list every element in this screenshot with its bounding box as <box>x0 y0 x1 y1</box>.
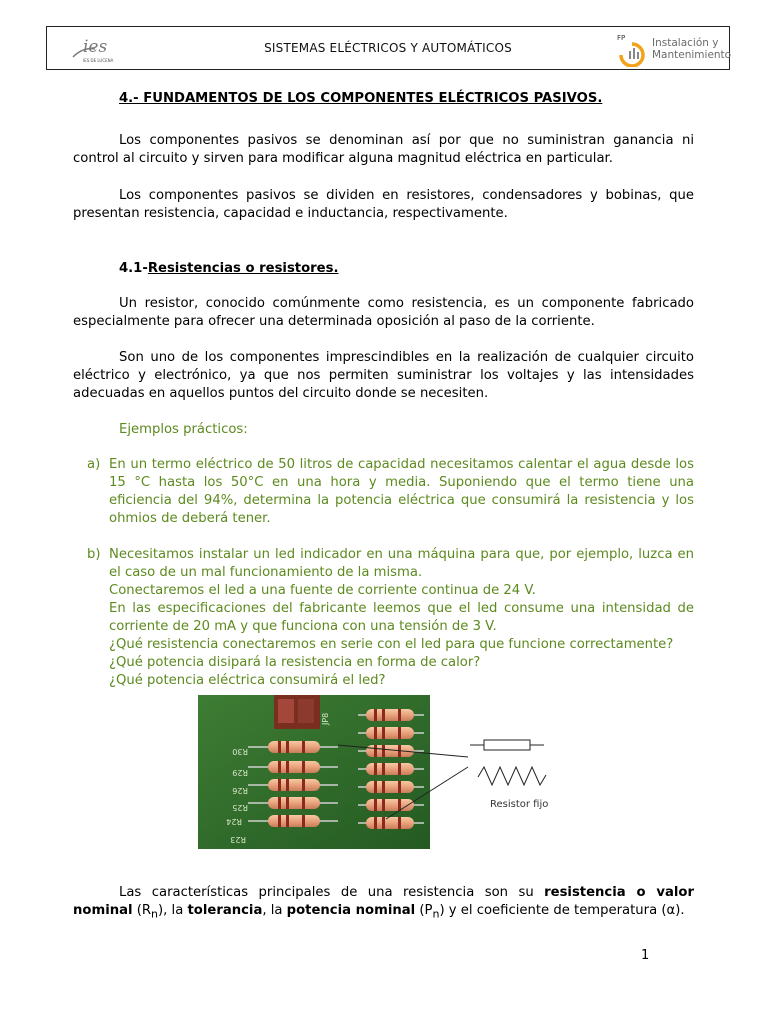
char-text-4: , la <box>262 903 287 918</box>
example-b-line-4: ¿Qué resistencia conectaremos en serie con el led para que funcione correctamente? <box>109 637 674 652</box>
resistor-paragraph-1: Un resistor, conocido comúnmente como resistencia, es un componente fabricado especialmente para ofrecer una determinada oposición al paso de la corriente. <box>73 296 694 329</box>
example-b-line-1: Necesitamos instalar un led indicador en una máquina para que, por ejemplo, luzca en el caso de un mal funcionamiento de la misma. <box>109 547 694 580</box>
ies-logo-subtext: IES DE LUCENA <box>83 58 114 63</box>
fixed-resistor-box-symbol <box>484 740 530 750</box>
fp-logo <box>615 31 732 67</box>
resistor-symbol-diagram <box>198 695 558 853</box>
header-title: SISTEMAS ELÉCTRICOS Y AUTOMÁTICOS <box>264 41 512 55</box>
figure-caption: Resistor fijo <box>490 799 549 810</box>
intro-paragraph-2: Los componentes pasivos se dividen en resistores, condensadores y bobinas, que presentan resistencia, capacidad e inductancia, respectivamente. <box>73 188 694 221</box>
example-b-line-5: ¿Qué potencia disipará la resistencia en forma de calor? <box>109 655 481 670</box>
board-label-jp8: JP8 <box>321 712 330 725</box>
fp-logo-line1: Instalación y <box>652 37 719 49</box>
char-bold-tolerance: tolerancia <box>187 903 263 918</box>
page-header <box>46 26 730 70</box>
example-b-marker: b) <box>87 547 101 562</box>
example-a-marker: a) <box>87 457 101 472</box>
examples-list <box>73 456 694 690</box>
resistor-figure <box>198 695 558 853</box>
char-sub-pn: n <box>432 907 440 921</box>
subsection-title <box>73 260 694 278</box>
char-text-5: (P <box>415 903 433 918</box>
ies-logo-text: ies <box>83 37 108 57</box>
page-number: 1 <box>641 948 650 963</box>
fp-ring-icon <box>615 39 649 67</box>
char-text-6: ) y el coeficiente de temperatura (α). <box>439 903 685 918</box>
board-label-r26: R26 <box>232 786 248 795</box>
example-b-line-6: ¿Qué potencia eléctrica consumirá el led? <box>109 673 386 688</box>
char-text-1: Las características principales de una resistencia son su <box>119 885 545 900</box>
board-label-r23: R23 <box>230 835 246 844</box>
char-bold-nominal-power: potencia nominal <box>286 903 416 918</box>
characteristics-paragraph <box>73 884 694 924</box>
examples-heading: Ejemplos prácticos: <box>119 422 248 437</box>
intro-paragraph-1: Los componentes pasivos se denominan así por que no suministran ganancia ni control al circuito y sirven para modificar alguna magnitud eléctrica en particular. <box>73 133 694 166</box>
board-label-r30: R30 <box>232 747 248 756</box>
fixed-resistor-zigzag-symbol <box>478 767 546 785</box>
board-label-r29: R29 <box>232 768 248 777</box>
section-title: 4.- FUNDAMENTOS DE LOS COMPONENTES ELÉCTRICOS PASIVOS. <box>119 91 603 106</box>
char-sub-rn: n <box>151 907 159 921</box>
subsection-heading: Resistencias o resistores. <box>147 261 339 276</box>
char-text-3: ), la <box>158 903 188 918</box>
fp-logo-line2: Mantenimiento <box>652 49 732 61</box>
example-b <box>73 546 694 690</box>
document-body <box>73 90 694 690</box>
resistor-paragraph-2: Son uno de los componentes imprescindibles en la realización de cualquier circuito eléctrico y electrónico, ya que nos permiten suministrar los voltajes y las intensidades adecuadas en aquellos puntos del circuito donde se necesiten. <box>73 350 694 401</box>
fp-tag: FP <box>617 34 626 42</box>
example-a <box>73 456 694 528</box>
example-b-line-3: En las especificaciones del fabricante leemos que el led consume una intensidad de corriente de 20 mA y que funciona con una tensión de 3 V. <box>109 601 694 634</box>
char-text-2: (R <box>132 903 152 918</box>
example-b-line-2: Conectaremos el led a una fuente de corriente continua de 24 V. <box>109 583 536 598</box>
board-label-r24: R24 <box>226 817 242 826</box>
characteristics-section <box>73 884 694 924</box>
example-a-text: En un termo eléctrico de 50 litros de capacidad necesitamos calentar el agua desde los 15 °C hasta los 50°C en una hora y media. Suponiendo que el termo tiene una eficiencia del 94%, determina la potencia eléctrica que consumirá la resistencia y los ohmios de deberá tener. <box>109 457 694 526</box>
char-bold-nominal-value: resistencia o valor nominal <box>73 885 694 918</box>
board-label-r25: R25 <box>232 803 248 812</box>
subsection-number: 4.1- <box>119 261 148 276</box>
